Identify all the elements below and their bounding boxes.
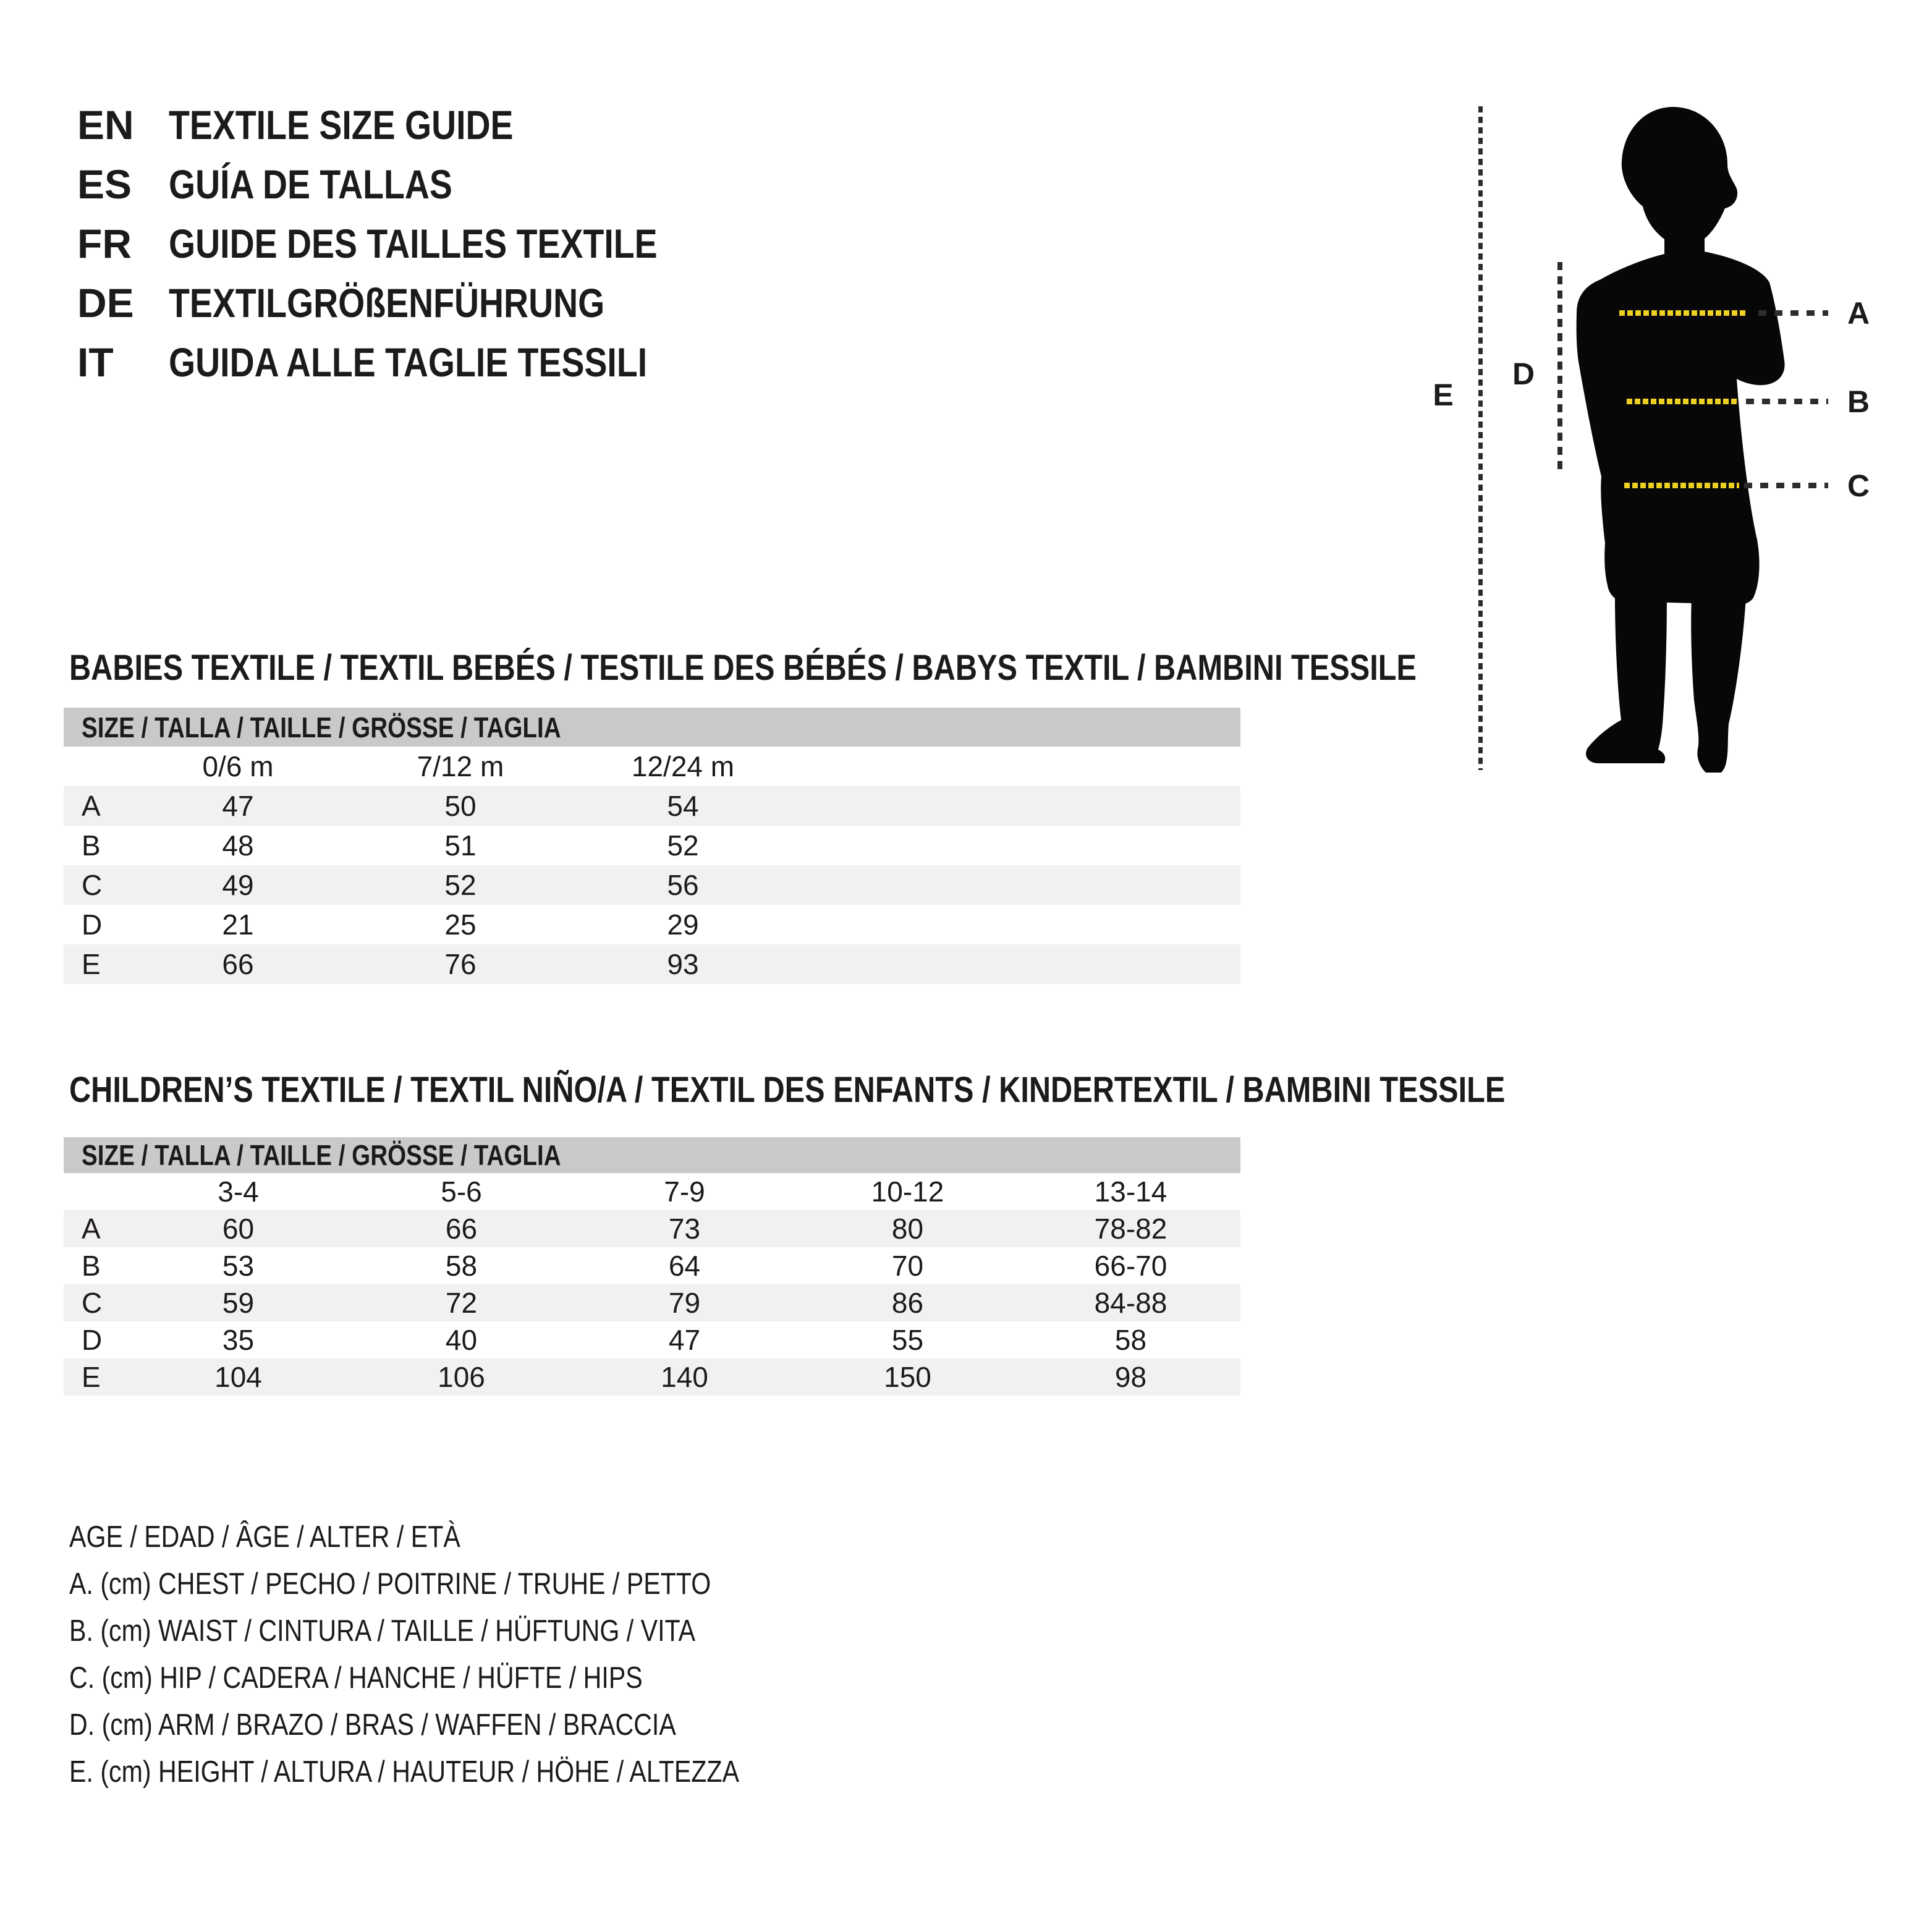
row-label: B	[82, 829, 101, 862]
cell-value: 66-70	[1094, 1250, 1167, 1282]
legend-text: A. (cm) CHEST / PECHO / POITRINE / TRUHE / PETTO	[69, 1567, 711, 1601]
cell-value: 51	[444, 829, 477, 862]
language-code: IT	[77, 339, 114, 385]
cell-value: 84-88	[1094, 1287, 1167, 1319]
children-size-table	[64, 1137, 1240, 1396]
cell-value: 48	[222, 829, 254, 862]
column-header: 10-12	[871, 1176, 944, 1208]
cell-value: 55	[891, 1324, 924, 1356]
legend-text: B. (cm) WAIST / CINTURA / TAILLE / HÜFTUNG / VITA	[69, 1614, 696, 1648]
cell-value: 66	[445, 1213, 478, 1245]
figure-label-d: D	[1512, 357, 1535, 391]
babies-section-title-text: BABIES TEXTILE / TEXTIL BEBÉS / TESTILE DES BÉBÉS / BABYS TEXTIL / BAMBINI TESSILE	[69, 648, 1417, 688]
column-header: 12/24 m	[631, 750, 735, 782]
language-code: ES	[77, 161, 132, 207]
cell-value: 59	[222, 1287, 255, 1319]
cell-value: 98	[1114, 1361, 1147, 1393]
cell-value: 56	[667, 869, 699, 901]
cell-value: 78-82	[1094, 1213, 1167, 1245]
cell-value: 29	[667, 909, 699, 941]
language-code: DE	[77, 280, 134, 326]
chest-line-a-on-body	[1619, 310, 1748, 316]
column-header: 7/12 m	[417, 750, 504, 782]
cell-value: 47	[668, 1324, 701, 1356]
table-row	[64, 905, 1240, 944]
size-header-label: SIZE / TALLA / TAILLE / GRÖSSE / TAGLIA	[82, 1139, 561, 1171]
row-label: A	[82, 1213, 101, 1245]
legend-line-waist	[69, 1608, 867, 1654]
legend-text: C. (cm) HIP / CADERA / HANCHE / HÜFTE / HIPS	[69, 1661, 643, 1695]
column-header: 3-4	[218, 1176, 259, 1208]
size-header-label: SIZE / TALLA / TAILLE / GRÖSSE / TAGLIA	[82, 711, 561, 744]
cell-value: 40	[445, 1324, 478, 1356]
hip-line-c-callout	[1744, 483, 1828, 488]
language-row-es	[77, 155, 750, 214]
cell-value: 76	[444, 948, 477, 980]
table-row	[64, 865, 1240, 905]
babies-size-table	[64, 708, 1240, 984]
cell-value: 64	[668, 1250, 701, 1282]
language-title: GUÍA DE TALLAS	[169, 161, 452, 207]
cell-value: 54	[667, 790, 699, 822]
cell-value: 35	[222, 1324, 255, 1356]
legend-line-height	[69, 1748, 867, 1795]
language-title: TEXTILE SIZE GUIDE	[169, 102, 514, 148]
figure-label-c: C	[1847, 468, 1870, 503]
cell-value: 104	[214, 1361, 262, 1393]
table-row	[64, 1358, 1240, 1396]
cell-value: 47	[222, 790, 254, 822]
children-column-header-row	[64, 1173, 1240, 1210]
column-header: 7-9	[664, 1176, 705, 1208]
babies-section-title	[69, 647, 1673, 688]
table-row	[64, 1210, 1240, 1247]
cell-value: 66	[222, 948, 254, 980]
language-code: EN	[77, 102, 134, 148]
row-label: B	[82, 1250, 101, 1282]
row-label: C	[82, 869, 103, 901]
figure-label-a: A	[1847, 296, 1870, 331]
cell-value: 79	[668, 1287, 701, 1319]
language-title-block	[77, 95, 750, 392]
waist-line-b-callout	[1746, 399, 1828, 404]
legend-line-hip	[69, 1654, 867, 1701]
babies-size-header-bar	[64, 708, 1240, 747]
column-header: 13-14	[1094, 1176, 1167, 1208]
cell-value: 52	[444, 869, 477, 901]
table-row	[64, 1321, 1240, 1358]
legend-text: AGE / EDAD / ÂGE / ALTER / ETÀ	[69, 1520, 460, 1554]
babies-column-header-row	[64, 747, 1240, 786]
cell-value: 72	[445, 1287, 478, 1319]
cell-value: 73	[668, 1213, 701, 1245]
language-title: TEXTILGRÖßENFÜHRUNG	[169, 280, 605, 326]
cell-value: 50	[444, 790, 477, 822]
children-size-header-bar	[64, 1137, 1240, 1173]
row-label: E	[82, 1361, 101, 1393]
row-label: A	[82, 790, 101, 822]
legend-line-chest	[69, 1561, 867, 1608]
table-row	[64, 1247, 1240, 1284]
cell-value: 52	[667, 829, 699, 862]
cell-value: 86	[891, 1287, 924, 1319]
measurement-legend	[69, 1514, 867, 1795]
children-section-title	[69, 1069, 1779, 1111]
cell-value: 58	[445, 1250, 478, 1282]
chest-line-a-callout	[1758, 310, 1828, 316]
row-label: E	[82, 948, 101, 980]
cell-value: 93	[667, 948, 699, 980]
hip-line-c-on-body	[1624, 483, 1739, 488]
column-header: 0/6 m	[202, 750, 274, 782]
row-label: C	[82, 1287, 103, 1319]
arm-measure-line-d	[1557, 262, 1562, 473]
figure-label-b: B	[1847, 384, 1870, 419]
row-label: D	[82, 909, 103, 941]
legend-line-age	[69, 1514, 867, 1561]
figure-label-e: E	[1433, 378, 1454, 412]
cell-value: 150	[884, 1361, 931, 1393]
table-row	[64, 1284, 1240, 1321]
language-row-fr	[77, 214, 750, 273]
cell-value: 58	[1114, 1324, 1147, 1356]
cell-value: 70	[891, 1250, 924, 1282]
table-row	[64, 786, 1240, 826]
waist-line-b-on-body	[1627, 399, 1739, 404]
language-title: GUIDE DES TAILLES TEXTILE	[169, 221, 658, 266]
cell-value: 53	[222, 1250, 255, 1282]
table-row	[64, 826, 1240, 865]
cell-value: 106	[438, 1361, 485, 1393]
cell-value: 25	[444, 909, 477, 941]
legend-text: E. (cm) HEIGHT / ALTURA / HAUTEUR / HÖHE / ALTEZZA	[69, 1755, 740, 1789]
legend-line-arm	[69, 1701, 867, 1748]
cell-value: 140	[661, 1361, 708, 1393]
cell-value: 60	[222, 1213, 255, 1245]
cell-value: 80	[891, 1213, 924, 1245]
language-row-de	[77, 273, 750, 333]
language-row-en	[77, 95, 750, 155]
legend-text: D. (cm) ARM / BRAZO / BRAS / WAFFEN / BRACCIA	[69, 1708, 676, 1742]
table-row	[64, 944, 1240, 984]
children-section-title-text: CHILDREN’S TEXTILE / TEXTIL NIÑO/A / TEXTIL DES ENFANTS / KINDERTEXTIL / BAMBINI TESSILE	[69, 1070, 1506, 1110]
cell-value: 21	[222, 909, 254, 941]
column-header: 5-6	[441, 1176, 482, 1208]
language-title: GUIDA ALLE TAGLIE TESSILI	[169, 339, 648, 385]
language-row-it	[77, 333, 750, 392]
row-label: D	[82, 1324, 103, 1356]
cell-value: 49	[222, 869, 254, 901]
language-code: FR	[77, 221, 132, 266]
